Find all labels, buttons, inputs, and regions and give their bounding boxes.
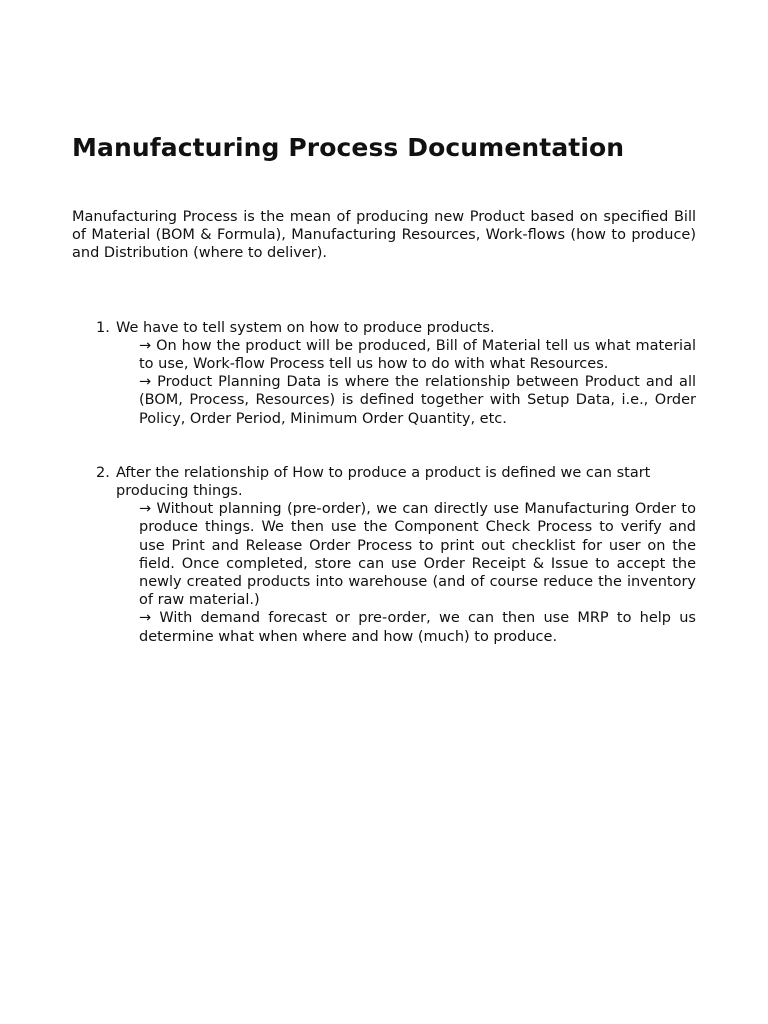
list-item-lead: We have to tell system on how to produce products.	[116, 319, 495, 336]
steps-list	[72, 319, 696, 646]
list-item-body	[116, 464, 696, 646]
list-item-number: 1.	[96, 319, 110, 336]
list-item-body	[116, 319, 696, 428]
page-title: Manufacturing Process Documentation	[72, 133, 625, 162]
list-item-point: → On how the product will be produced, Bill of Material tell us what material to use, Work-flow Process tell us how to do with what Resources.	[139, 337, 696, 373]
list-item	[72, 464, 696, 646]
list-item-lead: After the relationship of How to produce a product is defined we can start producing things.	[116, 464, 651, 500]
list-item-point: → Product Planning Data is where the relationship between Product and all (BOM, Process, Resources) is defined together with Setup Data, i.e., Order Policy, Order Period, Minimum Order Quantity, etc.	[139, 374, 696, 427]
list-item-point: → Without planning (pre-order), we can directly use Manufacturing Order to produce things. We then use the Component Check Process to verify and use Print and Release Order Process to print out checklist for user on the field. Once completed, store can use Order Receipt & Issue to accept the newly created products into warehouse (and of course reduce the inventory of raw material.)	[139, 501, 696, 609]
intro-paragraph: Manufacturing Process is the mean of producing new Product based on specified Bill of Material (BOM & Formula), Manufacturing Resources, Work-flows (how to produce) and Distribution (where to deliver).	[72, 209, 696, 262]
list-item	[72, 319, 696, 428]
list-item-number: 2.	[96, 464, 110, 481]
list-item-point: → With demand forecast or pre-order, we can then use MRP to help us determine what when where and how (much) to produce.	[139, 610, 696, 645]
